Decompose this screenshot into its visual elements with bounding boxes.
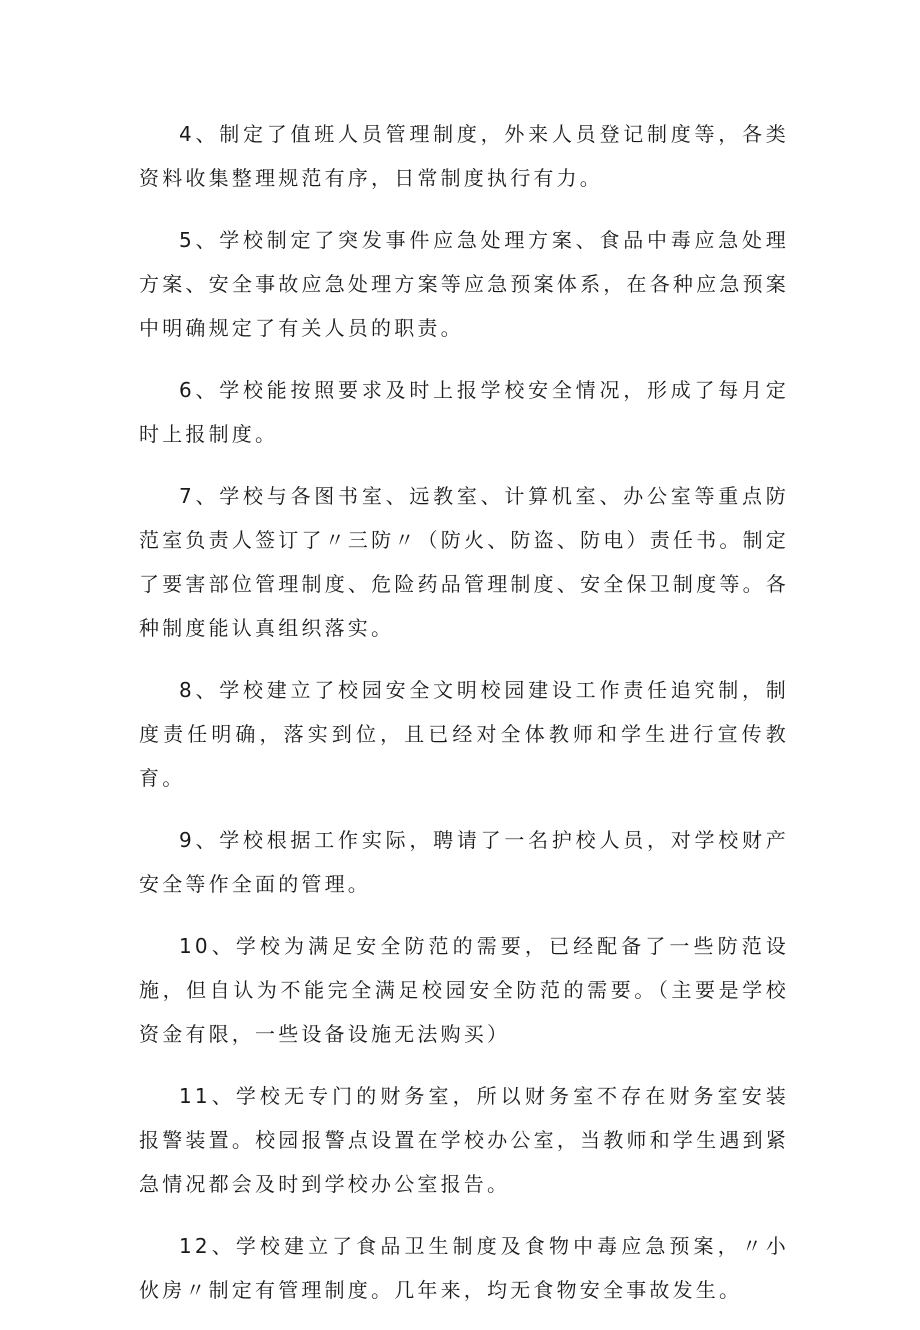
paragraph-item-4: 4、制定了值班人员管理制度，外来人员登记制度等，各类资料收集整理规范有序，日常制度执行有力。: [139, 122, 789, 190]
paragraph-item-12: 12、学校建立了食品卫生制度及食物中毒应急预案，〃小伙房〃制定有管理制度。几年来，均无食物安全事故发生。: [139, 1234, 789, 1302]
document-body: [139, 112, 789, 1330]
paragraph-item-11: 11、学校无专门的财务室，所以财务室不存在财务室安装报警装置。校园报警点设置在学校办公室，当教师和学生遇到紧急情况都会及时到学校办公室报告。: [139, 1084, 789, 1196]
paragraph-item-7: 7、学校与各图书室、远教室、计算机室、办公室等重点防范室负责人签订了〃三防〃（防火、防盗、防电）责任书。制定了要害部位管理制度、危险药品管理制度、安全保卫制度等。各种制度能认真组织落实。: [139, 484, 789, 640]
paragraph-item-10: 10、学校为满足安全防范的需要，已经配备了一些防范设施，但自认为不能完全满足校园安全防范的需要。（主要是学校资金有限，一些设备设施无法购买）: [139, 934, 789, 1046]
paragraph-item-5: 5、学校制定了突发事件应急处理方案、食品中毒应急处理方案、安全事故应急处理方案等应急预案体系，在各种应急预案中明确规定了有关人员的职责。: [139, 228, 789, 340]
paragraph-item-6: 6、学校能按照要求及时上报学校安全情况，形成了每月定时上报制度。: [139, 378, 789, 446]
paragraph-item-8: 8、学校建立了校园安全文明校园建设工作责任追究制，制度责任明确，落实到位，且已经对全体教师和学生进行宣传教育。: [139, 678, 789, 790]
paragraph-item-9: 9、学校根据工作实际，聘请了一名护校人员，对学校财产安全等作全面的管理。: [139, 828, 789, 896]
